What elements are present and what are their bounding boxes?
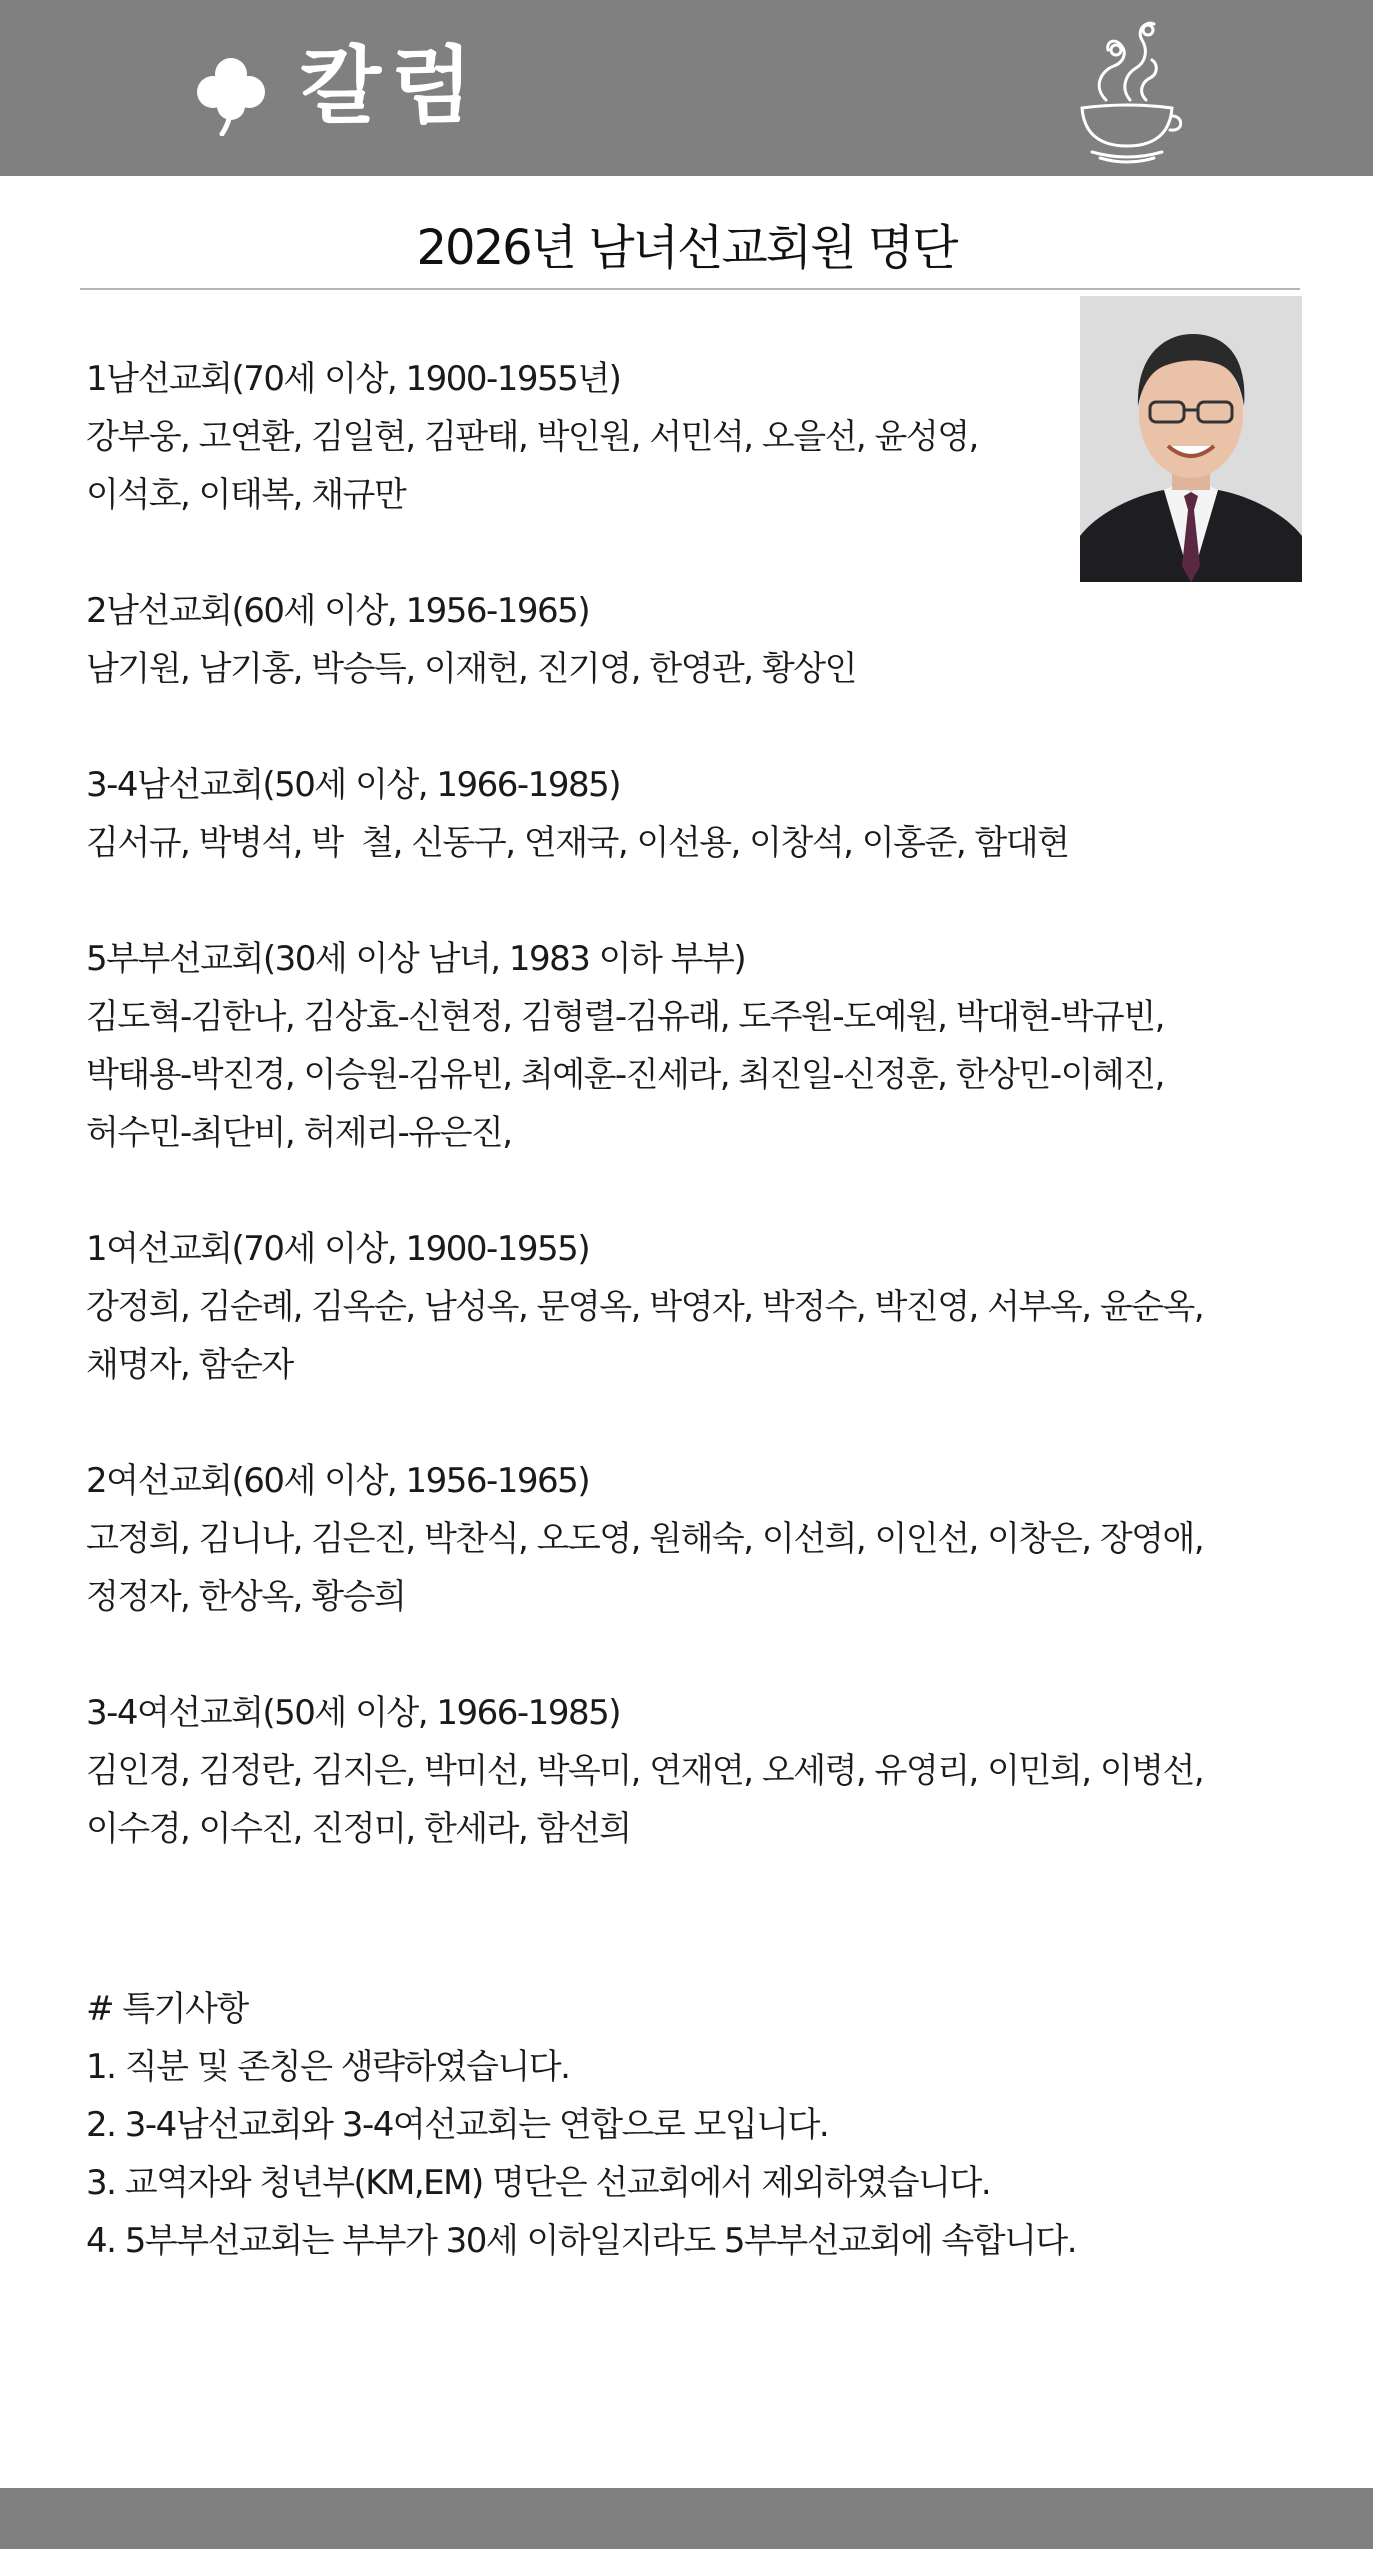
note-item: 2. 3-4남선교회와 3-4여선교회는 연합으로 모입니다. xyxy=(86,2105,829,2145)
member-names: 이석호, 이태복, 채규만 xyxy=(86,475,406,515)
member-names: 김도혁-김한나, 김상효-신현정, 김형렬-김유래, 도주원-도예원, 박대현-박규빈, xyxy=(86,997,1164,1037)
member-names: 박태용-박진경, 이승원-김유빈, 최예훈-진세라, 최진일-신정훈, 한상민-이혜진, xyxy=(86,1055,1164,1095)
roster-group xyxy=(86,1452,1286,1626)
group-heading: 3-4여선교회(50세 이상, 1966-1985) xyxy=(86,1693,620,1733)
member-names: 고정희, 김니나, 김은진, 박찬식, 오도영, 원해숙, 이선희, 이인선, 이창은, 장영애, xyxy=(86,1519,1204,1559)
roster-group xyxy=(86,582,1286,698)
group-heading: 1남선교회(70세 이상, 1900-1955년) xyxy=(86,359,621,399)
member-names: 정정자, 한상옥, 황승희 xyxy=(86,1577,406,1617)
roster-group xyxy=(86,1684,1286,1858)
roster-group xyxy=(86,930,1286,1162)
member-names: 김서규, 박병석, 박 철, 신동구, 연재국, 이선용, 이창석, 이홍준, 함대현 xyxy=(86,823,1069,863)
group-heading: 1여선교회(70세 이상, 1900-1955) xyxy=(86,1229,590,1269)
member-names: 강부웅, 고연환, 김일현, 김판태, 박인원, 서민석, 오을선, 윤성영, xyxy=(86,417,978,457)
group-heading: 2남선교회(60세 이상, 1956-1965) xyxy=(86,591,590,631)
column-title: 칼럼 xyxy=(300,37,483,135)
roster-group xyxy=(86,350,1286,524)
member-names: 강정희, 김순례, 김옥순, 남성옥, 문영옥, 박영자, 박정수, 박진영, 서부옥, 윤순옥, xyxy=(86,1287,1204,1327)
note-item: 4. 5부부선교회는 부부가 30세 이하일지라도 5부부선교회에 속합니다. xyxy=(86,2221,1077,2261)
roster-list xyxy=(86,350,1286,1916)
title-divider xyxy=(80,288,1300,290)
page-title: 2026년 남녀선교회원 명단 xyxy=(416,220,957,276)
footer-bar xyxy=(0,2488,1373,2549)
member-names: 채명자, 함순자 xyxy=(86,1345,293,1385)
group-heading: 5부부선교회(30세 이상 남녀, 1983 이하 부부) xyxy=(86,939,746,979)
note-item: 1. 직분 및 존칭은 생략하였습니다. xyxy=(86,2047,570,2087)
header-banner xyxy=(0,0,1373,176)
member-names: 이수경, 이수진, 진정미, 한세라, 함선희 xyxy=(86,1809,631,1849)
roster-group xyxy=(86,1220,1286,1394)
notes-heading: # 특기사항 xyxy=(86,1989,248,2029)
member-names: 남기원, 남기홍, 박승득, 이재헌, 진기영, 한영관, 황상인 xyxy=(86,649,856,689)
member-names: 김인경, 김정란, 김지은, 박미선, 박옥미, 연재연, 오세령, 유영리, 이민희, 이병선, xyxy=(86,1751,1204,1791)
coffee-cup-icon xyxy=(1072,8,1182,170)
special-notes xyxy=(86,1980,1286,2270)
roster-group xyxy=(86,756,1286,872)
note-item: 3. 교역자와 청년부(KM,EM) 명단은 선교회에서 제외하였습니다. xyxy=(86,2163,991,2203)
group-heading: 2여선교회(60세 이상, 1956-1965) xyxy=(86,1461,590,1501)
clover-icon xyxy=(196,54,266,136)
member-names: 허수민-최단비, 허제리-유은진, xyxy=(86,1113,512,1153)
group-heading: 3-4남선교회(50세 이상, 1966-1985) xyxy=(86,765,620,805)
